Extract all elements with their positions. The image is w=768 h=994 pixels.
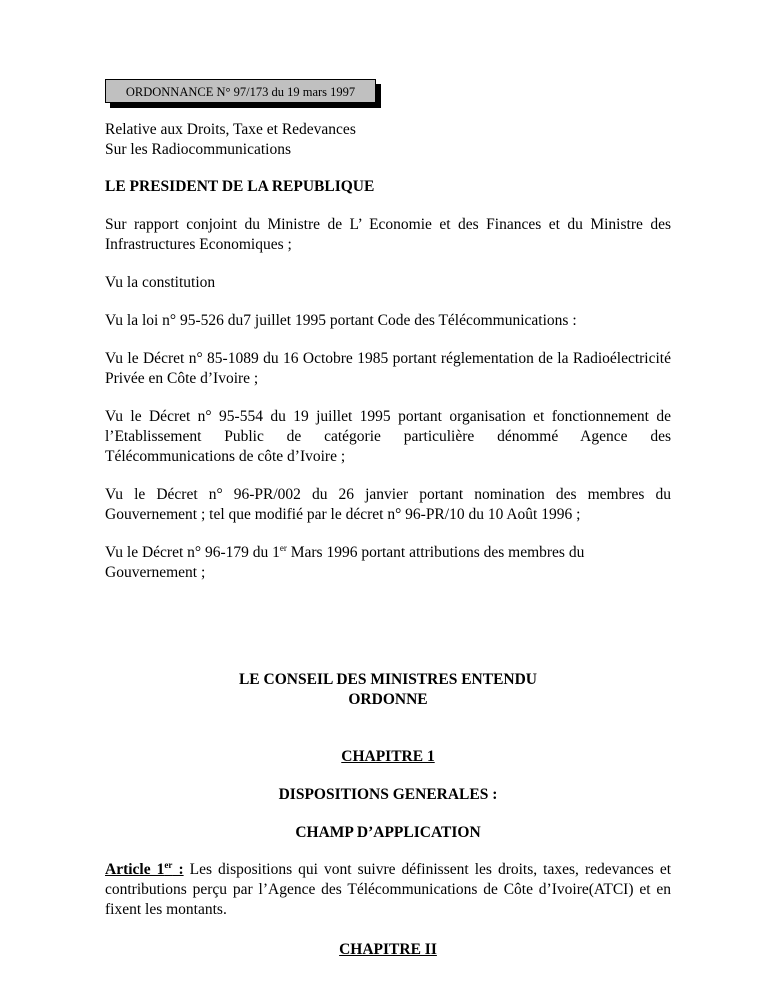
chapter-2-title: CHAPITRE II [339, 941, 437, 958]
chapter-1-subheading: CHAMP D’APPLICATION [295, 824, 481, 841]
article-1-label-sup: er [164, 859, 173, 870]
vu-decret-96-179 [105, 543, 671, 583]
ordonnance-reference-box [105, 79, 376, 103]
ordonnance-reference: ORDONNANCE N° 97/173 du 19 mars 1997 [125, 85, 356, 99]
vu-decret-96-179-text-end: Mars 1996 portant attributions des membres du [286, 544, 585, 561]
article-1-label [105, 861, 184, 878]
subject-line-2: Sur les Radiocommunications [105, 141, 291, 158]
article-1-label-colon: : [172, 861, 184, 878]
chapter-2-title-wrap [105, 940, 671, 960]
chapter-1-heading: DISPOSITIONS GENERALES : [278, 786, 498, 803]
council-heading [105, 670, 671, 710]
president-heading: LE PRESIDENT DE LA REPUBLIQUE [105, 178, 375, 195]
vu-decret-95-554: Vu le Décret n° 95-554 du 19 juillet 1995 portant organisation et fonctionnement de l’Etablissement Public de catégorie particulière dénommé Agence des Télécommunications de côte d’Ivoire ; [105, 408, 671, 465]
chapter-1-title: CHAPITRE 1 [341, 748, 435, 765]
subject [105, 120, 671, 160]
vu-decret-85-1089: Vu le Décret n° 85-1089 du 16 Octobre 1985 portant réglementation de la Radioélectricité Privée en Côte d’Ivoire ; [105, 350, 671, 387]
superscript-er: er [279, 542, 287, 553]
vu-decret-96-179-line-2: Gouvernement ; [105, 564, 206, 581]
vu-loi: Vu la loi n° 95-526 du7 juillet 1995 portant Code des Télécommunications : [105, 312, 577, 329]
council-line-2: ORDONNE [348, 691, 428, 708]
vu-decret-96-179-text: Vu le Décret n° 96-179 du 1 [105, 544, 280, 561]
article-1 [105, 860, 671, 920]
chapter-1-title-wrap [105, 747, 671, 767]
council-line-1: LE CONSEIL DES MINISTRES ENTENDU [238, 671, 538, 688]
vu-decret-96-pr-002: Vu le Décret n° 96-PR/002 du 26 janvier portant nomination des membres du Gouvernement ; tel que modifié par le décret n° 96-PR/10 du 10 Août 1996 ; [105, 486, 671, 523]
article-1-label-text: Article 1 [105, 861, 165, 878]
vu-constitution: Vu la constitution [105, 274, 216, 291]
article-1-text: Les dispositions qui vont suivre définissent les droits, taxes, redevances et contributions perçu par l’Agence des Télécommunications de Côte d’Ivoire(ATCI) et en fixent les montants. [105, 861, 672, 918]
subject-line-1: Relative aux Droits, Taxe et Redevances [105, 121, 356, 138]
preamble-rapport: Sur rapport conjoint du Ministre de L’ Economie et des Finances et du Ministre des Infrastructures Economiques ; [105, 216, 671, 253]
